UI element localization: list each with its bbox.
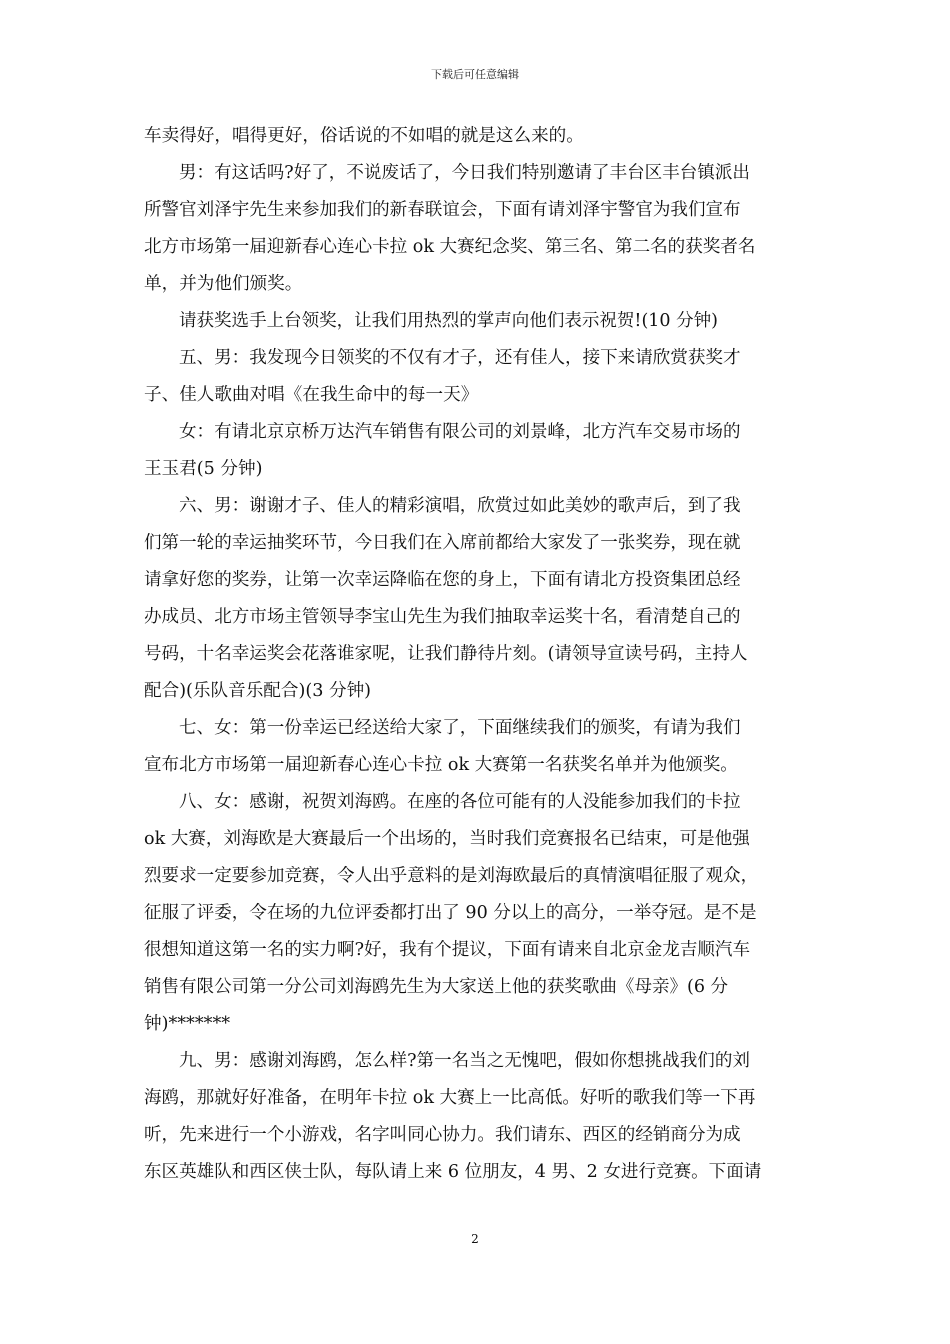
text-line: 销售有限公司第一分公司刘海鸥先生为大家送上他的获奖歌曲《母亲》(6 分	[144, 977, 729, 997]
text-line: ok 大赛，刘海欧是大赛最后一个出场的，当时我们竞赛报名已结束，可是他强	[144, 829, 750, 849]
text-line: 所警官刘泽宇先生来参加我们的新春联谊会，下面有请刘泽宇警官为我们宣布	[144, 200, 741, 220]
text-line: 九、男：感谢刘海鸥，怎么样?第一名当之无愧吧，假如你想挑战我们的刘	[179, 1051, 750, 1071]
text-line: 烈要求一定要参加竞赛，令人出乎意料的是刘海欧最后的真情演唱征服了观众，	[144, 866, 759, 886]
text-line: 号码，十名幸运奖会花落谁家呢，让我们静待片刻。(请领导宣读号码，主持人	[144, 644, 748, 664]
text-line: 单，并为他们颁奖。	[144, 274, 303, 294]
text-line: 宣布北方市场第一届迎新春心连心卡拉 ok 大赛第一名获奖名单并为他颁奖。	[144, 755, 738, 775]
text-line: 听，先来进行一个小游戏，名字叫同心协力。我们请东、西区的经销商分为成	[144, 1125, 741, 1145]
text-line: 女：有请北京京桥万达汽车销售有限公司的刘景峰，北方汽车交易市场的	[179, 422, 741, 442]
text-line: 很想知道这第一名的实力啊?好，我有个提议，下面有请来自北京金龙吉顺汽车	[144, 940, 751, 960]
text-line: 五、男：我发现今日领奖的不仅有才子，还有佳人，接下来请欣赏获奖才	[179, 348, 741, 368]
page-header: 下载后可任意编辑	[431, 68, 519, 81]
text-line: 们第一轮的幸运抽奖环节，今日我们在入席前都给大家发了一张奖券，现在就	[144, 533, 741, 553]
text-line: 王玉君(5 分钟)	[144, 459, 263, 479]
text-line: 男：有这话吗?好了，不说废话了，今日我们特别邀请了丰台区丰台镇派出	[179, 163, 750, 183]
text-line: 车卖得好，唱得更好，俗话说的不如唱的就是这么来的。	[144, 126, 584, 146]
text-line: 请拿好您的奖券，让第一次幸运降临在您的身上，下面有请北方投资集团总经	[144, 570, 741, 590]
text-line: 七、女：第一份幸运已经送给大家了，下面继续我们的颁奖，有请为我们	[179, 718, 741, 738]
page-number: 2	[471, 1232, 479, 1246]
text-line: 配合)(乐队音乐配合)(3 分钟)	[144, 681, 372, 701]
text-line: 东区英雄队和西区侠士队，每队请上来 6 位朋友，4 男、2 女进行竞赛。下面请	[144, 1162, 762, 1182]
text-line: 请获奖选手上台领奖，让我们用热烈的掌声向他们表示祝贺!(10 分钟)	[179, 311, 718, 331]
text-line: 征服了评委，令在场的九位评委都打出了 90 分以上的高分，一举夺冠。是不是	[144, 903, 757, 923]
text-line: 办成员、北方市场主管领导李宝山先生为我们抽取幸运奖十名，看清楚自己的	[144, 607, 741, 627]
text-line: 北方市场第一届迎新春心连心卡拉 ok 大赛纪念奖、第三名、第二名的获奖者名	[144, 237, 756, 257]
text-line: 六、男：谢谢才子、佳人的精彩演唱，欣赏过如此美妙的歌声后，到了我	[179, 496, 741, 516]
text-line: 钟)*******	[144, 1014, 231, 1034]
text-line: 子、佳人歌曲对唱《在我生命中的每一天》	[144, 385, 479, 405]
text-line: 海鸥，那就好好准备，在明年卡拉 ok 大赛上一比高低。好听的歌我们等一下再	[144, 1088, 756, 1108]
text-line: 八、女：感谢，祝贺刘海鸥。在座的各位可能有的人没能参加我们的卡拉	[179, 792, 741, 812]
document-body	[144, 118, 808, 1191]
